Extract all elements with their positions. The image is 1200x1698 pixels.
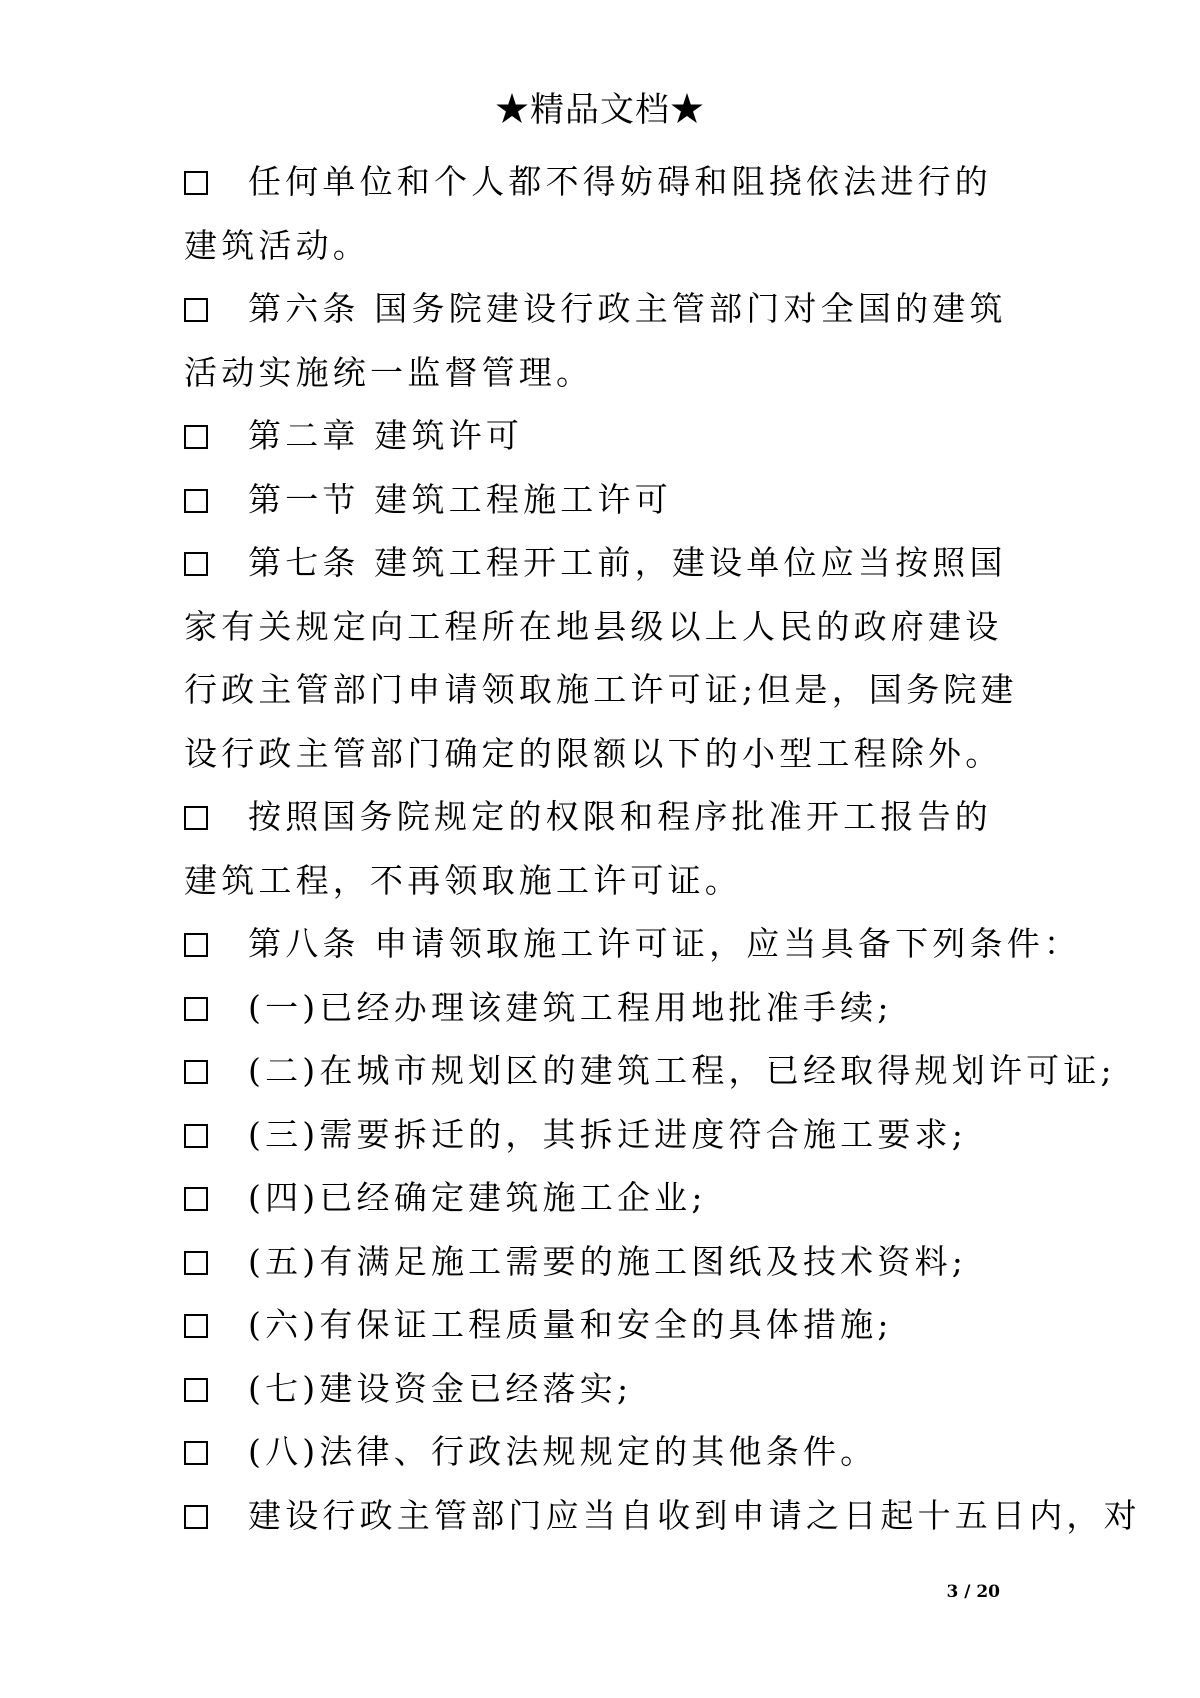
checkbox-bullet-icon	[184, 489, 208, 513]
paragraph-text: (七)建设资金已经落实;	[248, 1368, 633, 1408]
paragraph-text: (八)法律、行政法规规定的其他条件。	[248, 1432, 878, 1471]
checkbox-bullet-icon	[184, 552, 208, 576]
paragraph-12	[184, 1230, 1024, 1294]
paragraph-1	[184, 150, 1024, 277]
paragraph-5	[184, 531, 1024, 785]
paragraph-15	[184, 1420, 1024, 1484]
paragraph-text: (一)已经办理该建筑工程用地批准手续;	[248, 987, 893, 1027]
paragraph-text: (三)需要拆迁的，其拆迁进度符合施工要求;	[248, 1114, 968, 1154]
checkbox-bullet-icon	[184, 1314, 208, 1338]
paragraph-10	[184, 1103, 1024, 1167]
paragraph-text: 第二章 建筑许可	[248, 416, 524, 455]
paragraph-7	[184, 912, 1082, 976]
checkbox-bullet-icon	[184, 1124, 208, 1148]
paragraph-13	[184, 1293, 1024, 1357]
paragraph-14	[184, 1357, 1024, 1421]
checkbox-bullet-icon	[184, 1060, 208, 1084]
paragraph-text: 第一节 建筑工程施工许可	[248, 479, 672, 519]
paragraph-text: (四)已经确定建筑施工企业;	[248, 1178, 707, 1217]
paragraph-text: 第八条 申请领取施工许可证，应当具备下列条件：	[248, 924, 1082, 963]
paragraph-text: (五)有满足施工需要的施工图纸及技术资料;	[248, 1241, 968, 1281]
paragraph-text: 第六条 国务院建设行政主管部门对全国的建筑活动实施统一监督管理。	[184, 289, 1007, 392]
paragraph-text: 任何单位和个人都不得妨碍和阻挠依法进行的建筑活动。	[184, 162, 992, 265]
paragraph-text: 按照国务院规定的权限和程序批准开工报告的建筑工程，不再领取施工许可证。	[184, 797, 992, 900]
paragraph-8	[184, 976, 1024, 1040]
page-number: 3 / 20	[946, 1582, 1000, 1602]
paragraph-4	[184, 468, 1024, 532]
paragraph-text: 建设行政主管部门应当自收到申请之日起十五日内，对	[248, 1495, 1141, 1535]
paragraph-6	[184, 785, 1024, 912]
checkbox-bullet-icon	[184, 933, 208, 957]
checkbox-bullet-icon	[184, 171, 208, 195]
paragraph-9	[184, 1039, 1116, 1103]
paragraph-3	[184, 404, 1024, 468]
paragraph-16	[184, 1484, 1141, 1548]
checkbox-bullet-icon	[184, 997, 208, 1021]
paragraph-text: 第七条 建筑工程开工前，建设单位应当按照国家有关规定向工程所在地县级以上人民的政府建设行政主管部门申请领取施工许可证;但是，国务院建设行政主管部门确定的限额以下的小型工程除外。	[184, 543, 1018, 773]
checkbox-bullet-icon	[184, 1505, 208, 1529]
paragraph-text: (二)在城市规划区的建筑工程，已经取得规划许可证;	[248, 1051, 1116, 1090]
paragraph-text: (六)有保证工程质量和安全的具体措施;	[248, 1305, 893, 1344]
checkbox-bullet-icon	[184, 1441, 208, 1465]
document-body	[184, 150, 1141, 1547]
checkbox-bullet-icon	[184, 806, 208, 830]
checkbox-bullet-icon	[184, 1251, 208, 1275]
checkbox-bullet-icon	[184, 1378, 208, 1402]
checkbox-bullet-icon	[184, 425, 208, 449]
checkbox-bullet-icon	[184, 298, 208, 322]
paragraph-11	[184, 1166, 1024, 1230]
checkbox-bullet-icon	[184, 1187, 208, 1211]
paragraph-2	[184, 277, 1024, 404]
document-header-title: ★精品文档★	[495, 90, 705, 130]
